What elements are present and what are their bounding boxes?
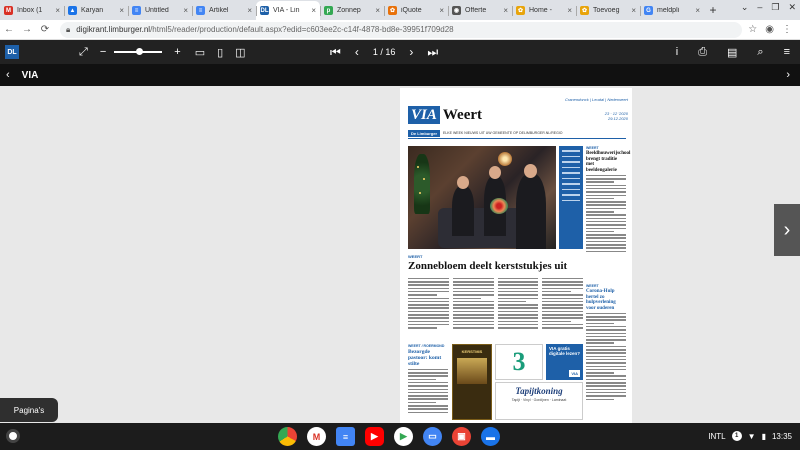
tree-light bbox=[423, 178, 425, 180]
date-line-1: 23 · 12 '2020 bbox=[604, 111, 628, 116]
gmail-app-icon[interactable]: M bbox=[307, 427, 326, 446]
browser-tab[interactable] bbox=[320, 1, 384, 20]
advertisement-christmas[interactable] bbox=[452, 344, 492, 420]
zoom-slider-knob[interactable] bbox=[136, 48, 143, 55]
photos-app-icon[interactable]: ▣ bbox=[452, 427, 471, 446]
last-page-icon[interactable]: ⏭ bbox=[427, 44, 439, 59]
print-icon[interactable]: ⎙ bbox=[698, 45, 707, 58]
section-bar bbox=[0, 64, 800, 86]
divider bbox=[408, 138, 626, 139]
advertisement-via-digital[interactable] bbox=[546, 344, 583, 380]
bookmark-star-icon[interactable]: ☆ bbox=[748, 24, 758, 35]
reader-logo: DL bbox=[5, 45, 19, 59]
tab-search-icon[interactable]: ⌄ bbox=[740, 2, 749, 12]
tab-favicon-icon: G bbox=[644, 6, 653, 15]
main-article-kicker: WEERT bbox=[408, 254, 423, 259]
lamp bbox=[498, 152, 512, 166]
advertisement-logo[interactable] bbox=[495, 344, 543, 380]
right-article-2-kicker: WEERT bbox=[586, 284, 599, 288]
browser-tab[interactable] bbox=[384, 1, 448, 20]
new-tab-button[interactable]: + bbox=[709, 3, 717, 17]
page-indicator: 1 / 16 bbox=[372, 47, 396, 57]
lower-article-headline: Bezorgde pastoor: komt stilte bbox=[408, 349, 442, 367]
portrait-page-icon[interactable]: ▯ bbox=[217, 46, 224, 59]
person-face bbox=[489, 166, 501, 179]
page-viewport bbox=[0, 86, 800, 423]
tab-favicon-icon: ✿ bbox=[389, 8, 396, 14]
keyboard-layout: INTL bbox=[708, 431, 726, 441]
wifi-icon: ▼ bbox=[747, 431, 756, 441]
christmas-arrangement bbox=[490, 198, 508, 214]
page-navigator bbox=[330, 45, 438, 60]
ad-via-text: VIA gratis digitale lezen? bbox=[549, 346, 581, 356]
profile-icon[interactable]: ◉ bbox=[765, 24, 774, 35]
search-icon[interactable]: ⌕ bbox=[757, 45, 764, 58]
tab-favicon-icon: M bbox=[6, 7, 11, 14]
right-article-kicker: WEERT bbox=[586, 146, 599, 150]
next-page-icon[interactable]: › bbox=[409, 45, 414, 59]
browser-tab[interactable] bbox=[576, 1, 640, 20]
tab-title: Inbox (1 bbox=[17, 7, 43, 14]
advertisement-tapijtkoning[interactable] bbox=[495, 382, 583, 420]
main-article-body[interactable] bbox=[408, 276, 583, 338]
browser-tab-strip bbox=[0, 0, 800, 20]
tree-light bbox=[419, 192, 421, 194]
notification-badge: 1 bbox=[732, 431, 742, 441]
tab-close-icon[interactable]: × bbox=[55, 6, 60, 15]
tab-favicon-icon: ✿ bbox=[581, 8, 588, 14]
previous-page-icon[interactable]: ‹ bbox=[354, 45, 359, 59]
info-icon[interactable]: i bbox=[675, 45, 679, 58]
lock-icon: 🔒︎ bbox=[66, 24, 71, 34]
browser-tab[interactable] bbox=[0, 1, 64, 20]
masthead bbox=[408, 106, 482, 124]
launcher-icon[interactable] bbox=[6, 429, 20, 443]
status-area[interactable] bbox=[708, 431, 792, 441]
battery-icon: ▮ bbox=[761, 431, 766, 441]
person bbox=[452, 186, 474, 236]
tab-title: Untitled bbox=[145, 7, 169, 14]
url-input[interactable] bbox=[60, 22, 742, 38]
browser-tab[interactable] bbox=[128, 1, 192, 20]
window-controls bbox=[741, 2, 796, 13]
publisher-tagline: ELKE WEEK NIEUWS UIT UW GEMEENTE OP DELIMBURGER.NL/REGIO bbox=[443, 131, 563, 135]
tab-close-icon[interactable]: × bbox=[439, 6, 444, 15]
reader-toolbar bbox=[0, 40, 800, 64]
zoom-slider[interactable] bbox=[114, 51, 162, 53]
right-column-article[interactable] bbox=[586, 146, 631, 252]
christmas-tree bbox=[414, 154, 430, 214]
ad-via-logo: VIA bbox=[571, 371, 578, 376]
tab-title: Karyan bbox=[81, 7, 104, 14]
browser-tab[interactable] bbox=[448, 1, 512, 20]
tab-favicon-icon: ≡ bbox=[196, 6, 205, 15]
tab-close-icon[interactable]: × bbox=[631, 6, 636, 15]
tab-close-icon[interactable]: × bbox=[503, 6, 508, 15]
messages-app-icon[interactable]: ▭ bbox=[423, 427, 442, 446]
first-page-icon[interactable]: ⏮ bbox=[330, 44, 341, 59]
reload-icon[interactable]: ⟳ bbox=[40, 24, 50, 35]
pages-button[interactable]: Pagina's bbox=[0, 398, 58, 422]
tab-title: Artikel bbox=[209, 7, 229, 14]
ad-tapijtkoning-title: Tapijtkoning bbox=[515, 386, 563, 396]
browser-tab[interactable] bbox=[192, 1, 256, 20]
publisher-name: De Limburger bbox=[408, 130, 440, 137]
tab-favicon-icon: ✿ bbox=[517, 8, 524, 14]
back-icon[interactable]: ← bbox=[4, 24, 14, 35]
person bbox=[516, 174, 546, 249]
fit-screen-icon[interactable]: ⤢ bbox=[79, 45, 88, 58]
ad-logo-mark: 3 bbox=[512, 347, 526, 376]
person-face bbox=[457, 176, 469, 189]
publisher-strip bbox=[408, 129, 626, 137]
address-bar bbox=[0, 20, 800, 40]
newspaper-page[interactable] bbox=[400, 88, 632, 423]
minimize-icon[interactable]: – bbox=[757, 2, 763, 12]
edition-date bbox=[605, 111, 628, 121]
pinned-apps bbox=[278, 427, 500, 446]
zoom-out-icon[interactable]: − bbox=[99, 46, 107, 58]
play-store-app-icon[interactable]: ▶ bbox=[394, 427, 413, 446]
page-top-links: Cranendonck | Leudal | Nederweert bbox=[564, 97, 628, 102]
url-path: /html5/reader/production/default.aspx?edid=c603ee2c-c14f-4878-bd8e-39951f709d28 bbox=[150, 25, 454, 34]
section-back-icon[interactable]: ‹ bbox=[6, 69, 10, 81]
tab-title: Toevoeg bbox=[593, 7, 620, 14]
archive-icon[interactable]: ▤ bbox=[727, 46, 738, 59]
lower-article-kicker: WEERT / ROERMOND bbox=[408, 344, 445, 348]
tab-title: Home - bbox=[529, 7, 552, 14]
photo-caption bbox=[559, 146, 583, 249]
tab-close-icon[interactable]: × bbox=[311, 6, 316, 15]
tab-close-icon[interactable]: × bbox=[695, 6, 700, 15]
tree-light bbox=[417, 166, 419, 168]
tab-close-icon[interactable]: × bbox=[119, 6, 124, 15]
city-name: Weert bbox=[442, 107, 482, 123]
brand-logo: VIA bbox=[408, 106, 440, 124]
hamburger-menu-icon[interactable]: ≡ bbox=[783, 45, 790, 58]
single-page-icon[interactable]: ▭ bbox=[194, 46, 206, 59]
main-article-headline[interactable]: Zonnebloem deelt kerststukjes uit bbox=[408, 260, 568, 272]
tab-favicon-icon: ≡ bbox=[132, 6, 141, 15]
close-window-icon[interactable]: ✕ bbox=[788, 2, 796, 12]
right-article-2-headline: Corona-Hulp hertel zo hulpverlening voor ouderen bbox=[586, 289, 616, 311]
tab-favicon-icon: ◉ bbox=[453, 8, 460, 14]
tab-close-icon[interactable]: × bbox=[247, 6, 252, 15]
url-host: digikrant.limburger.nl bbox=[76, 25, 151, 34]
forward-icon[interactable]: → bbox=[22, 24, 32, 35]
tab-close-icon[interactable]: × bbox=[375, 6, 380, 15]
browser-tab[interactable] bbox=[256, 1, 320, 20]
article-photo bbox=[408, 146, 556, 249]
right-column-article-2[interactable] bbox=[586, 284, 626, 400]
menu-dots-icon[interactable]: ⋮ bbox=[782, 24, 792, 35]
tab-close-icon[interactable]: × bbox=[567, 6, 572, 15]
maximize-icon[interactable]: ❐ bbox=[771, 2, 780, 12]
chrome-app-icon[interactable] bbox=[278, 427, 297, 446]
tab-favicon-icon: p bbox=[324, 6, 333, 15]
browser-tab[interactable] bbox=[512, 1, 576, 20]
tab-close-icon[interactable]: × bbox=[183, 6, 188, 15]
spread-view-icon[interactable]: ◫ bbox=[235, 46, 246, 59]
ad-christmas-image bbox=[457, 358, 487, 384]
right-article-headline: Beeldhouwerijschool brengt traditie met beeldengalerie bbox=[586, 151, 631, 173]
zoom-in-icon[interactable]: + bbox=[174, 46, 181, 58]
person-face bbox=[524, 164, 537, 178]
tab-favicon-icon: DL bbox=[260, 7, 269, 14]
os-shelf bbox=[0, 423, 800, 450]
ad-tapijtkoning-subtitle: Tapijt · Vinyl · Gordijnen · Laminaat bbox=[511, 398, 567, 402]
clock: 13:35 bbox=[771, 431, 792, 441]
section-next-icon[interactable]: › bbox=[786, 69, 790, 81]
tab-title: Zonnep bbox=[337, 7, 361, 14]
browser-tab[interactable] bbox=[640, 1, 704, 20]
docs-app-icon[interactable]: ≡ bbox=[336, 427, 355, 446]
tab-favicon-icon: ▲ bbox=[69, 7, 76, 14]
ad-christmas-text: KERSTMIS bbox=[461, 349, 483, 354]
tab-title: iQuote bbox=[401, 7, 422, 14]
date-line-2: 29.12.2020 bbox=[607, 116, 628, 121]
tab-title: Offerte bbox=[465, 7, 487, 14]
next-page-side-button[interactable]: › bbox=[774, 204, 800, 256]
files-app-icon[interactable]: ▬ bbox=[481, 427, 500, 446]
lower-left-article[interactable] bbox=[408, 344, 448, 413]
section-title: VIA bbox=[21, 69, 39, 81]
browser-tab[interactable] bbox=[64, 1, 128, 20]
tab-title: VIA - Lin bbox=[273, 7, 300, 14]
tab-title: meldpli bbox=[657, 7, 680, 14]
youtube-app-icon[interactable]: ▶ bbox=[365, 427, 384, 446]
